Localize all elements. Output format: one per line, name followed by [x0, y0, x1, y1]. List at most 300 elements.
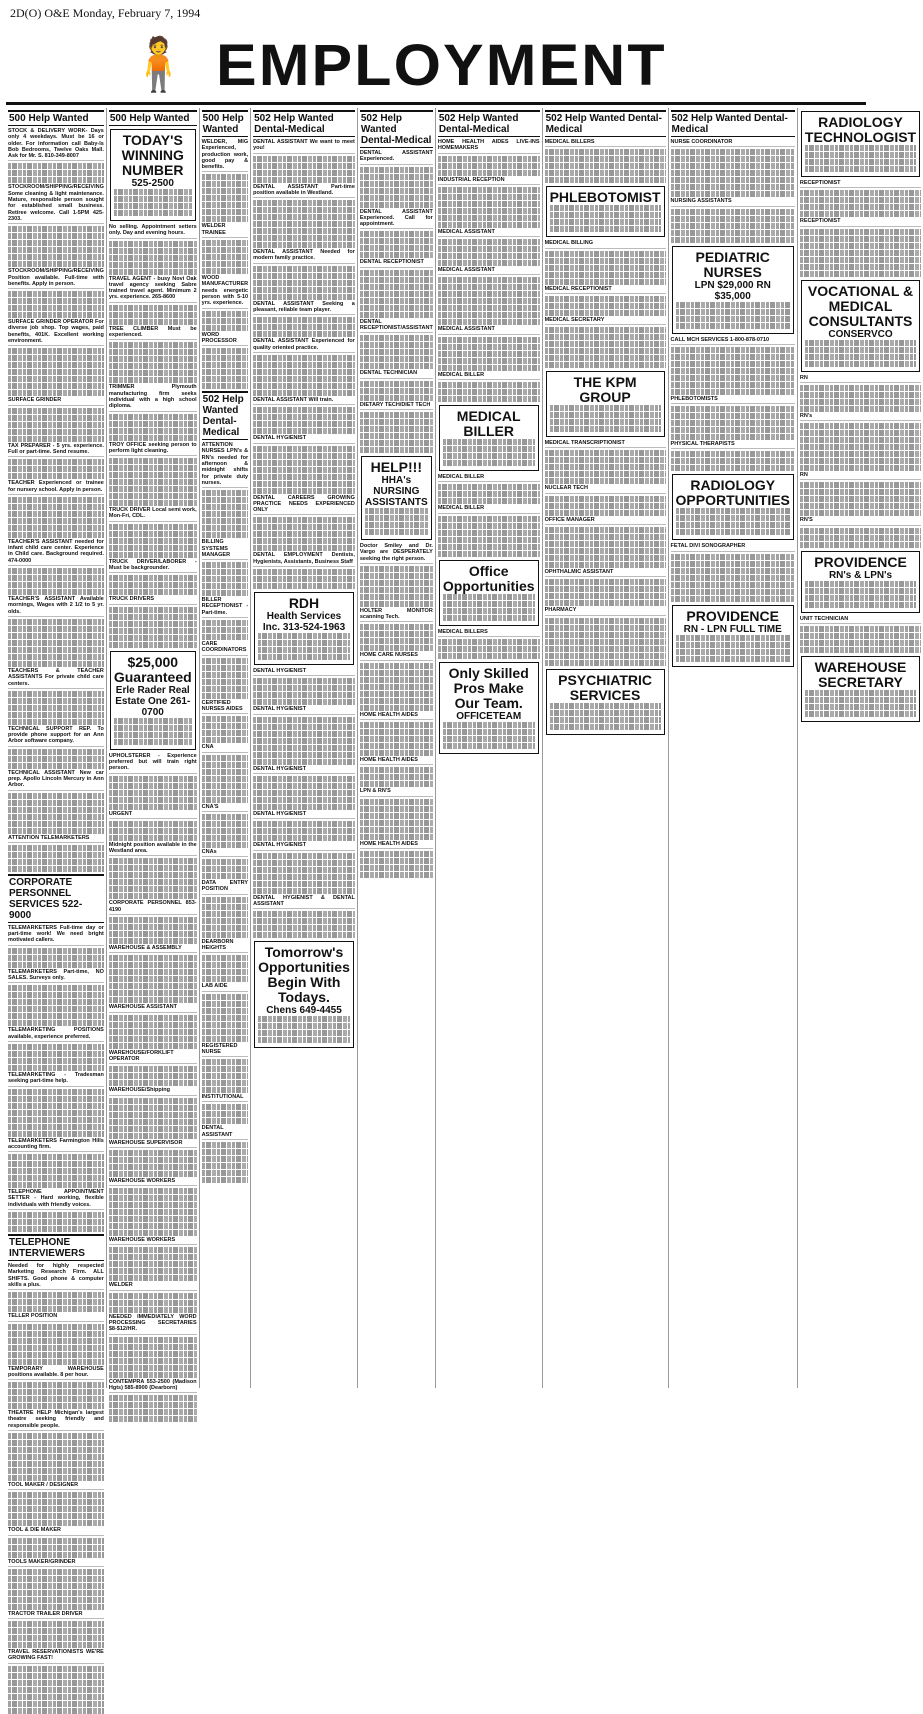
display-ad	[546, 186, 665, 237]
ad-text-line	[109, 938, 197, 944]
ad-text-line	[360, 684, 433, 690]
ad-text-line	[8, 1621, 104, 1627]
ad-text-line	[8, 793, 104, 799]
ad-text-line	[800, 406, 921, 412]
ad-text-line	[800, 528, 921, 534]
ad-text-line	[253, 759, 355, 765]
classified-ad-text: MEDICAL SECRETARY	[544, 316, 605, 323]
ad-text-line	[258, 1030, 350, 1036]
ad-text-line	[8, 719, 104, 725]
classified-ad	[253, 895, 355, 910]
ad-text-line	[800, 430, 921, 436]
ad-text-line	[202, 821, 248, 827]
ad-text-line	[805, 581, 916, 587]
ad-text-line	[109, 1372, 197, 1378]
ad-text-line	[253, 331, 355, 337]
column-8	[669, 108, 798, 1388]
ad-text-line	[360, 799, 433, 805]
ad-text-line	[109, 1261, 197, 1267]
ad-text-line	[360, 872, 433, 878]
ad-text-line	[805, 166, 916, 172]
classified-ad-text: MEDICAL TRANSCRIPTIONIST	[544, 440, 625, 447]
ad-text-line	[800, 271, 921, 277]
ad-text-line	[253, 170, 355, 176]
classified-ad-text: WAREHOUSE/Shipping	[108, 1087, 170, 1094]
ad-text-line	[545, 149, 666, 155]
ad-text-line	[438, 551, 540, 557]
ad-text-line	[8, 1219, 104, 1225]
ad-text-line	[8, 828, 104, 834]
ad-text-line	[545, 258, 666, 264]
ad-text-line	[109, 1275, 197, 1281]
ad-text-line	[360, 580, 433, 586]
ad-text-line	[202, 511, 248, 517]
classified-ad	[109, 842, 197, 857]
ad-text-line	[671, 420, 795, 426]
ad-text-line	[8, 1117, 104, 1123]
ad-text-line	[800, 496, 921, 502]
classified-ad	[8, 1482, 104, 1490]
ad-text-line	[8, 254, 104, 260]
ad-text-line	[109, 1409, 197, 1415]
classified-ad-text: HOME HEALTH AIDES	[359, 757, 418, 764]
ad-text-line	[8, 845, 104, 851]
ad-text-line	[253, 376, 355, 382]
ad-text-line	[360, 174, 433, 180]
ad-text-line	[360, 447, 433, 453]
ad-text-line	[109, 305, 197, 311]
ad-text-line	[8, 1468, 104, 1474]
ad-text-line	[109, 1029, 197, 1035]
ad-text-line	[8, 568, 104, 574]
ad-text-line	[109, 962, 197, 968]
classified-ad	[800, 472, 921, 480]
ad-text-line	[253, 453, 355, 459]
ad-text-line	[202, 911, 248, 917]
classified-ad	[202, 849, 248, 857]
ad-text-line	[671, 184, 795, 190]
classified-ad-text: WAREHOUSE SUPERVISOR	[108, 1139, 183, 1146]
classified-ad-text: MEDICAL RECEPTIONIST	[544, 285, 612, 292]
ad-text-line	[253, 881, 355, 887]
ad-text-line	[8, 1352, 104, 1358]
column-4	[251, 108, 358, 1388]
ad-text-line	[202, 1008, 248, 1014]
ad-text-line	[8, 1359, 104, 1365]
ad-text-line	[253, 783, 355, 789]
display-ad-subline: Health Services Inc. 313-524-1963	[262, 611, 346, 634]
ad-text-line	[800, 423, 921, 429]
classified-ad	[8, 397, 104, 405]
ad-text-line	[253, 294, 355, 300]
ad-text-line	[8, 992, 104, 998]
classified-ad-text: WELDER TRAINEE	[201, 223, 226, 236]
ad-text-line	[109, 1112, 197, 1118]
ad-text-line	[800, 465, 921, 471]
ad-text-line	[8, 640, 104, 646]
classified-ad	[800, 218, 921, 226]
classified-ad-text: NURSE COORDINATOR	[670, 139, 733, 145]
ad-text-line	[438, 305, 540, 311]
classified-ad-text: DENTAL ASSISTANT Seeking a pleasant, reliable team player.	[253, 300, 355, 314]
display-ad-headline: PROVIDENCE	[814, 553, 907, 570]
ad-text-line	[8, 1447, 104, 1453]
ad-text-line	[360, 238, 433, 244]
ad-text-line	[800, 647, 921, 653]
ad-text-line	[545, 163, 666, 169]
ad-text-line	[109, 582, 197, 588]
ad-text-line	[202, 497, 248, 503]
ad-text-line	[671, 191, 795, 197]
classified-ad-text: TECHNICAL SUPPORT REP. To provide phone support for an Ann Arbor software company.	[8, 725, 104, 745]
ad-text-line	[202, 181, 248, 187]
classified-ad-text: Needed for highly respected Marketing Research Firm. ALL SHIFTS. Good phone & computer skills a plus.	[8, 1263, 104, 1288]
classified-ad-text: TEMPORARY WAREHOUSE positions available. 8 per hour.	[8, 1365, 104, 1378]
ad-text-line	[109, 1105, 197, 1111]
ad-text-line	[8, 763, 104, 769]
ad-text-line	[443, 729, 535, 735]
ad-text-line	[109, 1351, 197, 1357]
ad-text-line	[109, 1195, 197, 1201]
ad-text-line	[8, 1590, 104, 1596]
ad-text-line	[202, 1080, 248, 1086]
ad-text-line	[8, 698, 104, 704]
ad-text-line	[805, 602, 916, 608]
ad-text-line	[109, 990, 197, 996]
ad-text-line	[438, 246, 540, 252]
ad-text-line	[438, 523, 540, 529]
classified-ad-text: TEACHER Experienced or trainee for nursery school. Apply in person.	[8, 480, 104, 493]
ad-text-line	[253, 685, 355, 691]
ad-text-line	[360, 624, 433, 630]
ad-text-line	[443, 460, 535, 466]
ad-text-line	[800, 211, 921, 217]
ad-text-line	[202, 1118, 248, 1124]
ad-text-line	[8, 1389, 104, 1395]
ad-text-line	[8, 999, 104, 1005]
ad-text-line	[8, 1499, 104, 1505]
ad-text-line	[202, 1087, 248, 1093]
classified-ad-text: WELDER	[108, 1282, 133, 1289]
ad-text-line	[8, 1475, 104, 1481]
ad-text-line	[109, 1293, 197, 1299]
classified-ad	[360, 370, 433, 378]
ad-text-line	[253, 207, 355, 213]
section-heading: 500 Help Wanted	[202, 110, 248, 137]
ad-text-line	[8, 582, 104, 588]
ad-text-line	[360, 601, 433, 607]
ad-text-line	[805, 697, 916, 703]
classified-ad	[545, 607, 666, 615]
ad-text-line	[8, 691, 104, 697]
ad-text-line	[109, 1171, 197, 1177]
ad-text-line	[8, 1131, 104, 1137]
ad-text-line	[202, 188, 248, 194]
ad-text-line	[8, 312, 104, 318]
ad-text-line	[545, 341, 666, 347]
ad-text-line	[443, 601, 535, 607]
ad-text-line	[253, 583, 355, 589]
ad-text-line	[8, 633, 104, 639]
ad-text-line	[443, 608, 535, 614]
classified-ad-text: DENTAL EMPLOYMENT Dentists, Hygienists, Assistants, Business Staff	[253, 552, 355, 565]
classified-ad-text: TAX PREPARER - 5 yrs. experience. Full or part-time. Send resume.	[8, 442, 104, 455]
ad-text-line	[253, 242, 355, 248]
ad-text-line	[202, 904, 248, 910]
classified-ad	[671, 198, 795, 206]
classified-ad-text: WAREHOUSE/FORKLIFT OPERATOR	[108, 1049, 174, 1062]
ad-text-line	[109, 465, 197, 471]
ad-text-line	[360, 691, 433, 697]
ad-text-line	[360, 231, 433, 237]
ad-text-line	[109, 414, 197, 420]
ad-text-line	[800, 392, 921, 398]
ad-text-line	[109, 1098, 197, 1104]
ad-text-line	[8, 1065, 104, 1071]
ad-text-line	[8, 1694, 104, 1700]
ad-text-line	[550, 219, 661, 225]
classified-ad	[8, 770, 104, 791]
ad-text-line	[202, 583, 248, 589]
ad-text-line	[109, 1209, 197, 1215]
ad-text-line	[360, 312, 433, 318]
ad-text-line	[545, 251, 666, 257]
ad-text-line	[109, 969, 197, 975]
ad-text-line	[671, 554, 795, 560]
ad-text-line	[258, 1023, 350, 1029]
ad-text-line	[438, 239, 540, 245]
classified-ad-text: INDUSTRIAL RECEPTION	[437, 176, 505, 183]
ad-text-line	[360, 167, 433, 173]
ad-text-line	[253, 488, 355, 494]
ad-text-line	[8, 305, 104, 311]
section-heading: 500 Help Wanted	[8, 110, 104, 126]
ad-text-line	[109, 1043, 197, 1049]
ad-text-line	[800, 626, 921, 632]
ad-text-line	[360, 663, 433, 669]
ad-text-line	[671, 347, 795, 353]
ad-text-line	[443, 615, 535, 621]
ad-text-line	[8, 712, 104, 718]
classified-ad-text: DENTAL TECHNICIAN	[359, 370, 418, 377]
ad-text-line	[800, 458, 921, 464]
ad-text-line	[8, 1013, 104, 1019]
ad-text-line	[805, 704, 916, 710]
ad-text-line	[550, 703, 661, 709]
ad-text-line	[360, 335, 433, 341]
classified-ad-text: MEDICAL BILLING	[544, 240, 594, 247]
ad-text-line	[671, 575, 795, 581]
ad-text-line	[8, 626, 104, 632]
ad-text-line	[676, 508, 790, 514]
ad-text-line	[671, 156, 795, 162]
ad-text-line	[676, 515, 790, 521]
ad-text-line	[109, 363, 197, 369]
ad-text-line	[8, 1440, 104, 1446]
ad-text-line	[360, 270, 433, 276]
ad-text-line	[8, 466, 104, 472]
classified-ad	[8, 1027, 104, 1042]
ad-text-line	[202, 665, 248, 671]
section-heading: TELEPHONE INTERVIEWERS	[8, 1234, 104, 1261]
classified-ad-text: UPHOLSTERER - Experience preferred but will train right person.	[108, 752, 197, 772]
ad-text-line	[360, 698, 433, 704]
ad-text-line	[253, 228, 355, 234]
ad-text-line	[109, 1230, 197, 1236]
ad-text-line	[109, 575, 197, 581]
ad-text-line	[8, 705, 104, 711]
ad-text-line	[545, 534, 666, 540]
ad-text-line	[8, 233, 104, 239]
ad-text-line	[109, 589, 197, 595]
ad-text-line	[800, 236, 921, 242]
section-heading: 502 Help Wanted Dental-Medical	[360, 110, 433, 148]
ad-text-line	[438, 530, 540, 536]
ad-text-line	[253, 407, 355, 413]
ad-text-line	[202, 1177, 248, 1183]
classified-ad-text: TECHNICAL ASSISTANT New car prep. Apollo Lincoln Mercury in Ann Arbor.	[8, 769, 104, 789]
ad-text-line	[202, 955, 248, 961]
ad-text-line	[253, 524, 355, 530]
ad-text-line	[8, 497, 104, 503]
ad-text-line	[545, 510, 666, 516]
ad-text-line	[202, 247, 248, 253]
ad-text-line	[360, 277, 433, 283]
ad-text-line	[671, 568, 795, 574]
classified-ad	[109, 1237, 197, 1245]
ad-text-line	[545, 646, 666, 652]
ad-text-line	[202, 562, 248, 568]
ad-text-line	[253, 874, 355, 880]
display-ad-subline: HHA's NURSING ASSISTANTS	[365, 474, 428, 508]
ad-text-line	[253, 699, 355, 705]
display-ad-headline: MEDICAL BILLER	[456, 408, 521, 440]
classified-ad	[109, 1178, 197, 1186]
ad-text-line	[8, 261, 104, 267]
display-ad	[801, 551, 920, 613]
ad-text-line	[253, 835, 355, 841]
ad-text-line	[8, 852, 104, 858]
ad-text-line	[8, 962, 104, 968]
classified-ad-text: HOME HEALTH AIDES LIVE-INS HOMEMAKERS	[437, 139, 540, 152]
classified-ad	[360, 712, 433, 720]
ad-text-line	[805, 159, 916, 165]
display-ad	[546, 371, 665, 437]
classified-ad	[438, 505, 540, 513]
ad-text-line	[253, 163, 355, 169]
classified-ad	[8, 480, 104, 495]
ad-text-line	[202, 261, 248, 267]
ad-text-line	[202, 835, 248, 841]
ad-text-line	[202, 1170, 248, 1176]
classified-ad	[438, 474, 540, 482]
ad-text-line	[253, 156, 355, 162]
classified-ad	[671, 139, 795, 147]
ad-text-line	[438, 253, 540, 259]
ad-text-line	[258, 633, 350, 639]
ad-text-line	[253, 324, 355, 330]
ad-text-line	[253, 531, 355, 537]
ad-text-line	[8, 1673, 104, 1679]
ad-text-line	[109, 262, 197, 268]
ad-text-line	[8, 1168, 104, 1174]
classified-ad	[545, 286, 666, 294]
ad-text-line	[360, 813, 433, 819]
ad-text-line	[550, 717, 661, 723]
ad-text-line	[8, 985, 104, 991]
classified-ad-text: DENTAL HYGIENIST	[253, 810, 307, 817]
ad-text-line	[8, 1642, 104, 1648]
classified-ad-text: TEACHER'S ASSISTANT Available mornings, Wages with 2 1/2 to 5 yr. olds.	[8, 596, 104, 615]
ad-text-line	[109, 642, 197, 648]
classified-ad-text: TELEMARKETING - Tradesman seeking part-time help.	[8, 1071, 104, 1085]
ad-text-line	[253, 717, 355, 723]
ad-text-line	[202, 897, 248, 903]
ad-text-line	[109, 1300, 197, 1306]
ad-text-line	[550, 405, 661, 411]
ad-text-line	[253, 460, 355, 466]
ad-text-line	[360, 298, 433, 304]
classified-ad	[800, 180, 921, 188]
classified-ad-text: DENTAL ASSISTANT Needed for modern family practice.	[253, 249, 355, 262]
ad-text-line	[438, 537, 540, 543]
ad-text-line	[438, 389, 540, 395]
ad-text-line	[109, 524, 197, 530]
ad-text-line	[202, 672, 248, 678]
display-ad	[801, 111, 920, 177]
ad-text-line	[202, 918, 248, 924]
ad-text-line	[8, 518, 104, 524]
classified-ad	[253, 552, 355, 567]
ad-text-line	[360, 670, 433, 676]
ad-text-line	[800, 535, 921, 541]
ad-text-line	[8, 1212, 104, 1218]
ad-text-line	[202, 1066, 248, 1072]
ad-text-line	[109, 1254, 197, 1260]
display-ad-headline: RADIOLOGY OPPORTUNITIES	[675, 477, 790, 509]
ad-text-line	[360, 820, 433, 826]
classified-ad	[360, 608, 433, 623]
ad-text-line	[8, 369, 104, 375]
classified-ad-text: CNA'S	[201, 803, 219, 810]
ad-text-line	[805, 145, 916, 151]
ad-text-line	[109, 255, 197, 261]
ad-text-line	[8, 1433, 104, 1439]
classified-ad	[671, 396, 795, 404]
classified-ad	[8, 1559, 104, 1567]
classified-ad-text: TEACHER'S ASSISTANT needed for infant child care center. Experience in Child care. Background required. 474-0000	[8, 538, 104, 564]
ad-text-line	[8, 866, 104, 872]
ad-text-line	[800, 451, 921, 457]
classified-ad-text: No selling. Appointment setters only. Day and evening hours.	[108, 224, 197, 237]
ad-text-line	[109, 804, 197, 810]
classified-ad	[671, 543, 795, 551]
classified-ad	[109, 276, 197, 303]
ad-text-line	[671, 354, 795, 360]
ad-text-line	[438, 163, 540, 169]
classified-ad-text: TREE CLIMBER Must be experienced.	[108, 325, 197, 339]
ad-text-line	[8, 415, 104, 421]
ad-text-line	[8, 1628, 104, 1634]
display-ad-headline: PROVIDENCE	[686, 607, 779, 624]
ad-text-line	[8, 247, 104, 253]
classified-ad	[360, 209, 433, 230]
column-6	[436, 108, 543, 1388]
ad-text-line	[360, 440, 433, 446]
ad-text-line	[109, 349, 197, 355]
ad-text-line	[202, 1029, 248, 1035]
ad-text-line	[253, 221, 355, 227]
